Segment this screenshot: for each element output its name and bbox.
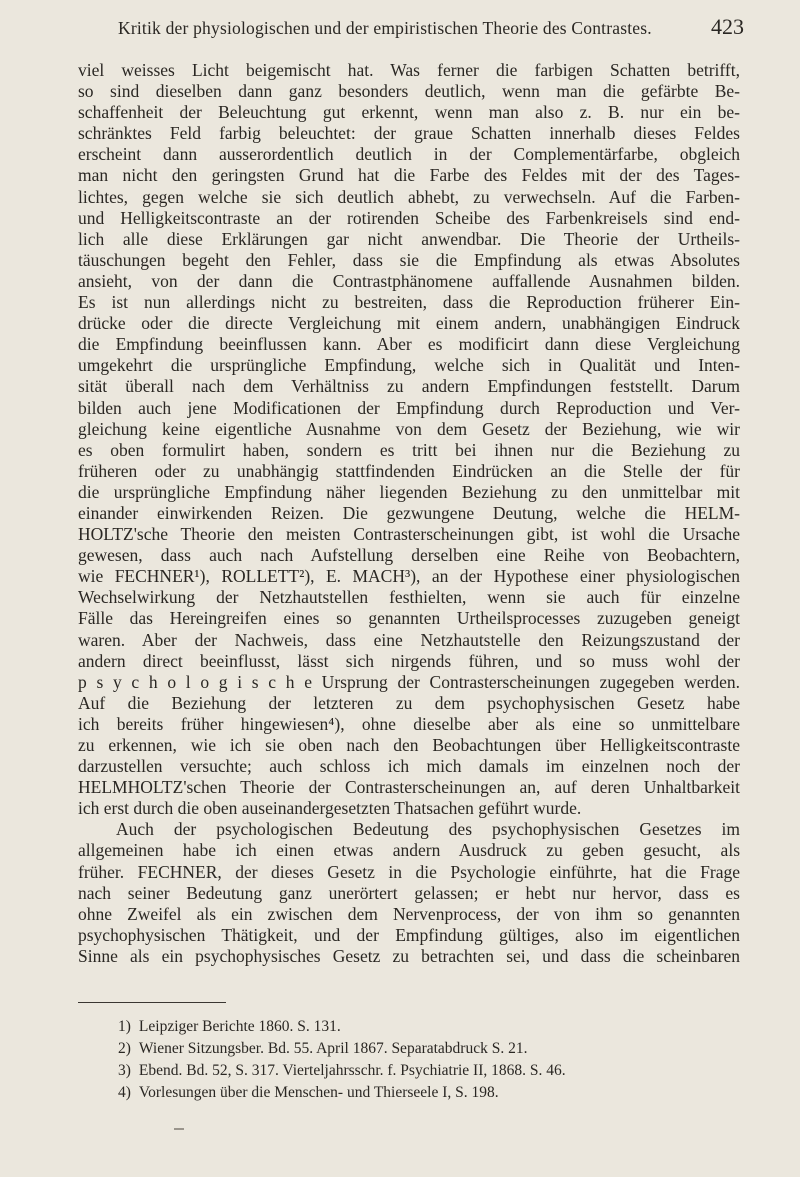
footnote xyxy=(118,1060,738,1082)
text-line: ich erst durch die oben auseinandergesetzten Thatsachen geführt wurde. xyxy=(78,798,582,819)
footnote xyxy=(118,1082,738,1104)
text-line: früheren oder zu unabhängig stattfindenden Eindrücken an die Stelle der für xyxy=(78,460,740,481)
text-line: sität überall nach dem Verhältniss zu andern Empfindungen feststellt. Darum xyxy=(78,376,740,397)
footnote-mark: 3) xyxy=(118,1062,131,1079)
footnote-mark: 4) xyxy=(118,1084,131,1101)
footnote xyxy=(118,1038,738,1060)
footnote-text: Leipziger Berichte 1860. S. 131. xyxy=(138,1018,341,1035)
footnote-mark: 2) xyxy=(118,1040,131,1057)
footnotes xyxy=(118,1016,738,1104)
text-line: lich alle diese Erklärungen gar nicht anwendbar. Die Theorie der Urtheils- xyxy=(78,228,740,249)
body-text xyxy=(78,60,740,967)
text-line: umgekehrt die ursprüngliche Empfindung, welche sich in Qualität und Inten- xyxy=(78,355,740,376)
text-line: täuschungen begeht den Fehler, dass sie die Empfindung als etwas Absolutes xyxy=(78,249,740,270)
text-line: andern direct beeinflusst, lässt sich nirgends führen, und so muss wohl der xyxy=(78,650,740,671)
text-line: schränktes Feld farbig beleuchtet: der graue Schatten innerhalb dieses Feldes xyxy=(78,123,740,144)
text-line: die Empfindung beeinflussen kann. Aber es modificirt dann diese Vergleichung xyxy=(78,334,740,355)
footnote-text: Vorlesungen über die Menschen- und Thierseele I, S. 198. xyxy=(138,1084,499,1101)
paragraph-first-line: Auch der psychologischen Bedeutung des psychophysischen Gesetzes im xyxy=(116,819,740,840)
text-line: lichtes, gegen welche sie sich deutlich abhebt, zu verwechseln. Auf die Farben- xyxy=(78,186,740,207)
text-line: wie FECHNER¹), ROLLETT²), E. MACH³), an der Hypothese einer physiologischen xyxy=(78,566,740,587)
page-smudge xyxy=(174,1128,184,1130)
text-line: so sind dieselben dann ganz besonders deutlich, wenn man die gefärbte Be- xyxy=(78,81,740,102)
text-line: gewesen, dass auch nach Aufstellung derselben eine Reihe von Beobachtern, xyxy=(78,545,740,566)
text-line: Auf die Beziehung der letzteren zu dem psychophysischen Gesetz habe xyxy=(78,692,740,713)
text-line: waren. Aber der Nachweis, dass eine Netzhautstelle den Reizungszustand der xyxy=(78,629,740,650)
text-line: psychophysischen Thätigkeit, und der Empfindung gültiges, also im eigentlichen xyxy=(78,924,740,945)
footnote-text: Wiener Sitzungsber. Bd. 55. April 1867. Separatabdruck S. 21. xyxy=(138,1040,528,1057)
text-line: ohne Zweifel als ein zwischen dem Nervenprocess, der von ihm so genannten xyxy=(78,903,740,924)
text-line: nach seiner Bedeutung ganz unerörtert gelassen; er hebt nur hervor, dass es xyxy=(78,882,740,903)
text-line: einander einwirkenden Reizen. Die gezwungene Deutung, welche die HELM- xyxy=(78,502,740,523)
text-line: Fälle das Hereingreifen eines so genannten Urtheilsprocesses zuzugeben geneigt xyxy=(78,608,740,629)
text-line: gleichung keine eigentliche Ausnahme von dem Gesetz der Beziehung, wie wir xyxy=(78,418,740,439)
text-line: Es ist nun allerdings nicht zu bestreiten, dass die Reproduction früherer Ein- xyxy=(78,292,740,313)
text-line: früher. FECHNER, der dieses Gesetz in die Psychologie einführte, hat die Frage xyxy=(78,861,740,882)
text-line: bilden auch jene Modificationen der Empfindung durch Reproduction und Ver- xyxy=(78,397,740,418)
text-line: erscheint dann ausserordentlich deutlich in der Complementärfarbe, obgleich xyxy=(78,144,740,165)
text-line: Sinne als ein psychophysisches Gesetz zu betrachten sei, und dass die scheinbaren xyxy=(78,945,740,966)
text-line: und Helligkeitscontraste an der rotirenden Scheibe des Farbenkreisels sind end- xyxy=(78,207,740,228)
text-line: Wechselwirkung der Netzhautstellen festhielten, wenn sie auch für einzelne xyxy=(78,587,740,608)
text-line: zu erkennen, wie ich sie oben nach den Beobachtungen über Helligkeitscontraste xyxy=(78,735,740,755)
footnote xyxy=(118,1016,738,1038)
running-title: Kritik der physiologischen und der empiristischen Theorie des Contrastes. xyxy=(118,18,652,38)
text-line: die ursprüngliche Empfindung näher liegenden Beziehung zu den unmittelbar mit xyxy=(78,481,740,502)
text-line: schaffenheit der Beleuchtung gut erkennt, wenn man also z. B. nur ein be- xyxy=(78,102,740,123)
running-header xyxy=(118,14,744,44)
text-line: darzustellen versuchte; auch schloss ich mich damals im einzelnen noch der xyxy=(78,756,740,777)
text-line: ansieht, von der dann die Contrastphänomene auffallende Ausnahmen bilden. xyxy=(78,270,740,291)
text-line: drücke oder die directe Vergleichung mit einem andern, unabhängigen Eindruck xyxy=(78,313,740,334)
text-line: HOLTZ'sche Theorie den meisten Contrasterscheinungen gibt, ist wohl die Ursache xyxy=(78,524,740,545)
page-number: 423 xyxy=(711,14,744,39)
text-line: allgemeinen habe ich einen etwas andern Ausdruck zu geben gesucht, als xyxy=(78,840,740,861)
text-line: viel weisses Licht beigemischt hat. Was ferner die farbigen Schatten betrifft, xyxy=(78,60,740,80)
footnote-mark: 1) xyxy=(118,1018,131,1035)
text-line: ich bereits früher hingewiesen⁴), ohne dieselbe aber als eine so unmittelbare xyxy=(78,713,740,734)
text-line: man nicht den geringsten Grund hat die Farbe des Feldes mit der des Tages- xyxy=(78,165,740,186)
footnote-divider xyxy=(78,1002,226,1003)
text-line: HELMHOLTZ'schen Theorie der Contrasterscheinungen an, auf deren Unhaltbarkeit xyxy=(78,777,740,798)
text-line: p s y c h o l o g i s c h e Ursprung der Contrasterscheinungen zugegeben werden. xyxy=(78,671,740,692)
text-line: es oben formulirt haben, sondern es tritt bei ihnen nur die Beziehung zu xyxy=(78,439,740,460)
footnote-text: Ebend. Bd. 52, S. 317. Vierteljahrsschr. f. Psychiatrie II, 1868. S. 46. xyxy=(138,1062,566,1079)
